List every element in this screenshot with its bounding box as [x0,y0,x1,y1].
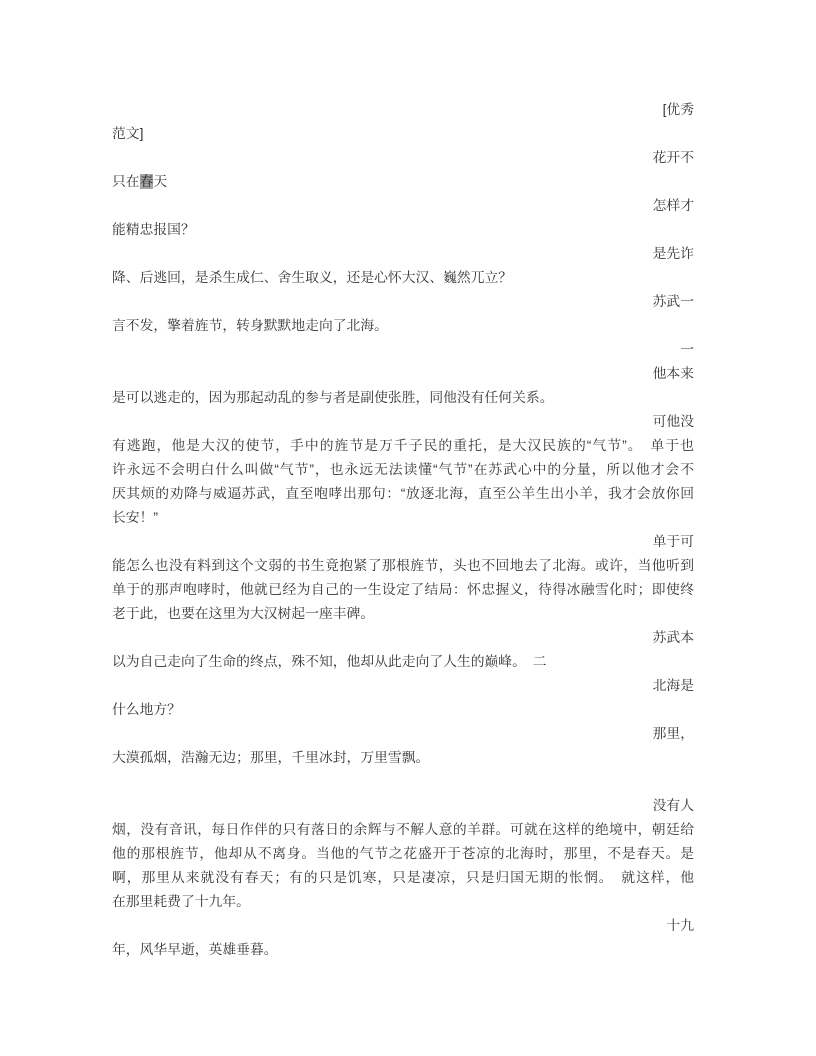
text-line: 他的那根旌节，他却从不离身。当他的气节之花盛开于苍凉的北海时，那里，不是春天。是 [112,846,694,861]
text-line: 在那里耗费了十九年。 [112,894,250,909]
text-line: 老于此，也要在这里为大汉树起一座丰碑。 [112,606,375,621]
paragraph-lead-fragment: 苏武一 [652,294,694,309]
paragraph-lead-fragment: 是先诈 [652,246,694,261]
text-line: 年，风华早逝，英雄垂暮。 [112,942,278,957]
text-line: 长安！” [112,510,158,525]
paragraph-lead-fragment: 花开不 [652,150,694,165]
text-line: 啊，那里从来就没有春天；有的只是饥寒，只是凄凉，只是归国无期的怅惘。 就这样，他 [112,870,694,885]
paragraph-lead-fragment: 苏武本 [652,630,694,645]
text-line: 有逃跑，他是大汉的使节，手中的旌节是万千子民的重托，是大汉民族的“气节”。 单于也 [112,438,694,453]
text-line: 烟，没有音讯，每日作伴的只有落日的余辉与不解人意的羊群。可就在这样的绝境中，朝廷给 [112,822,694,837]
text-line: 降、后逃回，是杀生成仁、舍生取义，还是心怀大汉、巍然兀立？ [112,270,513,285]
paragraph-lead-fragment: 怎样才 [652,198,694,213]
paragraph-lead-fragment: 单于可 [652,534,694,549]
text-line: 能怎么也没有料到这个文弱的书生竟抱紧了那根旌节，头也不回地去了北海。或许，当他听到 [112,558,694,573]
blank-line [112,770,694,794]
paragraph-lead-fragment: [优秀 [662,102,694,117]
text-segment: 只在 [112,174,140,189]
text-line: 是可以逃走的，因为那起动乱的参与者是副使张胜，同他没有任何关系。 [112,390,554,405]
text-line: 单于的那声咆哮时，他就已经为自己的一生设定了结局：怀忠握义，待得冰融雪化时；即使终 [112,582,694,597]
text-line: 大漠孤烟，浩瀚无边；那里，千里冰封，万里雪飘。 [112,750,430,765]
text-line: 许永远不会明白什么叫做“气节”，也永远无法读懂“气节”在苏武心中的分量，所以他才会不 [112,462,694,477]
paragraph-lead-fragment: 一 [680,342,694,357]
text-line: 什么地方？ [112,702,181,717]
highlighted-char: 春 [139,174,154,189]
paragraph-lead-fragment: 可他没 [652,414,694,429]
paragraph-lead-fragment: 那里， [652,726,694,741]
text-line: 以为自己走向了生命的终点，殊不知，他却从此走向了人生的巅峰。 二 [112,654,547,669]
text-line: 言不发，擎着旌节，转身默默地走向了北海。 [112,318,388,333]
text-segment: 天 [153,174,168,189]
text-line: 厌其烦的劝降与威逼苏武，直至咆哮出那句：“放逐北海，直至公羊生出小羊，我才会放你回 [112,486,694,501]
text-line: 能精忠报国？ [112,222,195,237]
document-body [112,98,694,962]
text-line [112,170,694,194]
paragraph-lead-fragment: 他本来 [652,366,694,381]
text-line: 范文] [112,126,144,141]
paragraph-lead-fragment: 没有人 [652,798,694,813]
paragraph-lead-fragment: 十九 [666,918,694,933]
paragraph-lead-fragment: 北海是 [652,678,694,693]
